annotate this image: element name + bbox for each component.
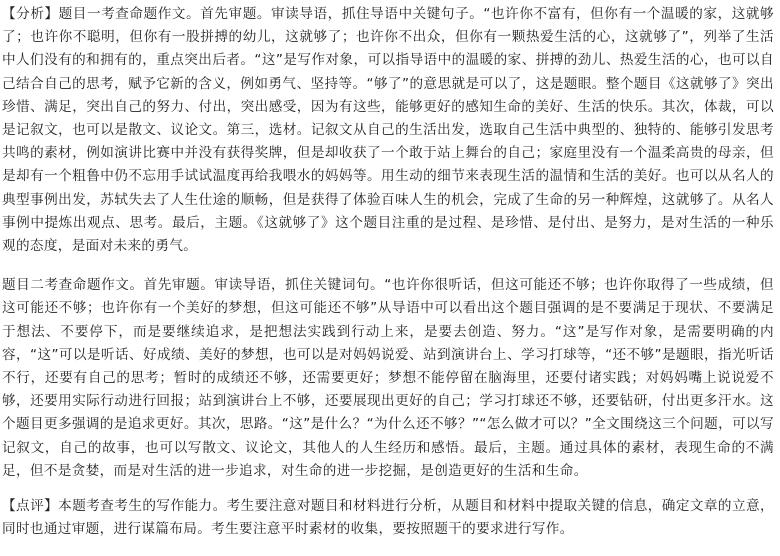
comment-paragraph: 【点评】本题考查考生的写作能力。考生要注意对题目和材料进行分析，从题目和材料中提取关键的信息，确定文章的立意，同时也通过审题，进行谋篇布局。考生要注意平时素材的收集，要按照题干的要求进行写作。 — [2, 498, 774, 538]
analysis-paragraph: 【分析】题目一考查命题作文。首先审题。审读导语，抓住导语中关键句子。“也许你不富有，但你有一个温暖的家，这就够了；也许你不聪明，但你有一股拼搏的幼儿，这就够了；也许你不出众，但你有一颗热爱生活的心，这就够了”，列举了生活中人们没有的和拥有的，重点突出后者。“这”是写作对象，可以指导语中的温暖的家、拼搏的劲儿、热爱生活的心，也可以自己结合自己的思考，赋予它新的含义，例如勇气、坚持等。“够了”的意思就是可以了，这是题眼。整个题目《这就够了》突出珍惜、满足，突出自己的努力、付出，突出感受，因为有这些，能够更好的感知生命的美好、生活的快乐。其次，体裁，可以是记叙文，也可以是散文、议论文。第三，选材。记叙文从自己的生活出发，选取自己生活中典型的、独特的、能够引发思考共鸣的素材，例如演讲比赛中并没有获得奖牌，但是却收获了一个敢于站上舞台的自己；家庭里没有一个温柔高贵的母亲，但是却有一个粗鲁中仍不忘用手试试温度再给我喂水的妈妈等。用生动的细节来表现生活的温情和生活的美好。也可以从名人的典型事例出发，苏轼失去了人生仕途的顺畅，但是获得了体验百味人生的机会，完成了生命的另一种辉煌，这就够了。从名人事例中提炼出观点、思考。最后，主题。《这就够了》这个题目注重的是过程、是珍惜、是付出、是努力，是对生活的一种乐观的态度，是面对未来的勇气。 — [2, 6, 774, 255]
second-topic-paragraph: 题目二考查命题作文。首先审题。审读导语，抓住关键词句。“也许你很听话，但这可能还不够；也许你取得了一些成绩，但这可能还不够；也许你有一个美好的梦想，但这可能还不够”从导语中可以看出这个题目强调的是不要满足于现状、不要满足于想法、不要停下，而是要继续追求，是把想法实践到行动上来，是要去创造、努力。“这”是写作对象，是需要明确的内容，“这”可以是听话、好成绩、美好的梦想，也可以是对妈妈说爱、站到演讲台上、学习打球等，“还不够”是题眼，指光听话不行，还要有自己的思考；暂时的成绩还不够，还需要更好；梦想不能停留在脑海里，还要付诸实践；对妈妈嘴上说说爱不够，还要用实际行动进行回报；站到演讲台上不够，还要展现出更好的自己；学习打球还不够，还要钻研，付出更多汗水。这个题目更多强调的是追求更好。其次，思路。“这”是什么？“为什么还不够？”“怎么做才可以？”全文围绕这三个问题，可以写记叙文，自己的故事，也可以写散文、议论文，其他人的人生经历和感悟。最后，主题。通过具体的素材，表现生命的不满足，但不是贪婪，而是对生活的进一步追求，对生命的进一步挖掘，是创造更好的生活和生命。 — [2, 277, 774, 479]
document-body — [2, 3, 774, 541]
